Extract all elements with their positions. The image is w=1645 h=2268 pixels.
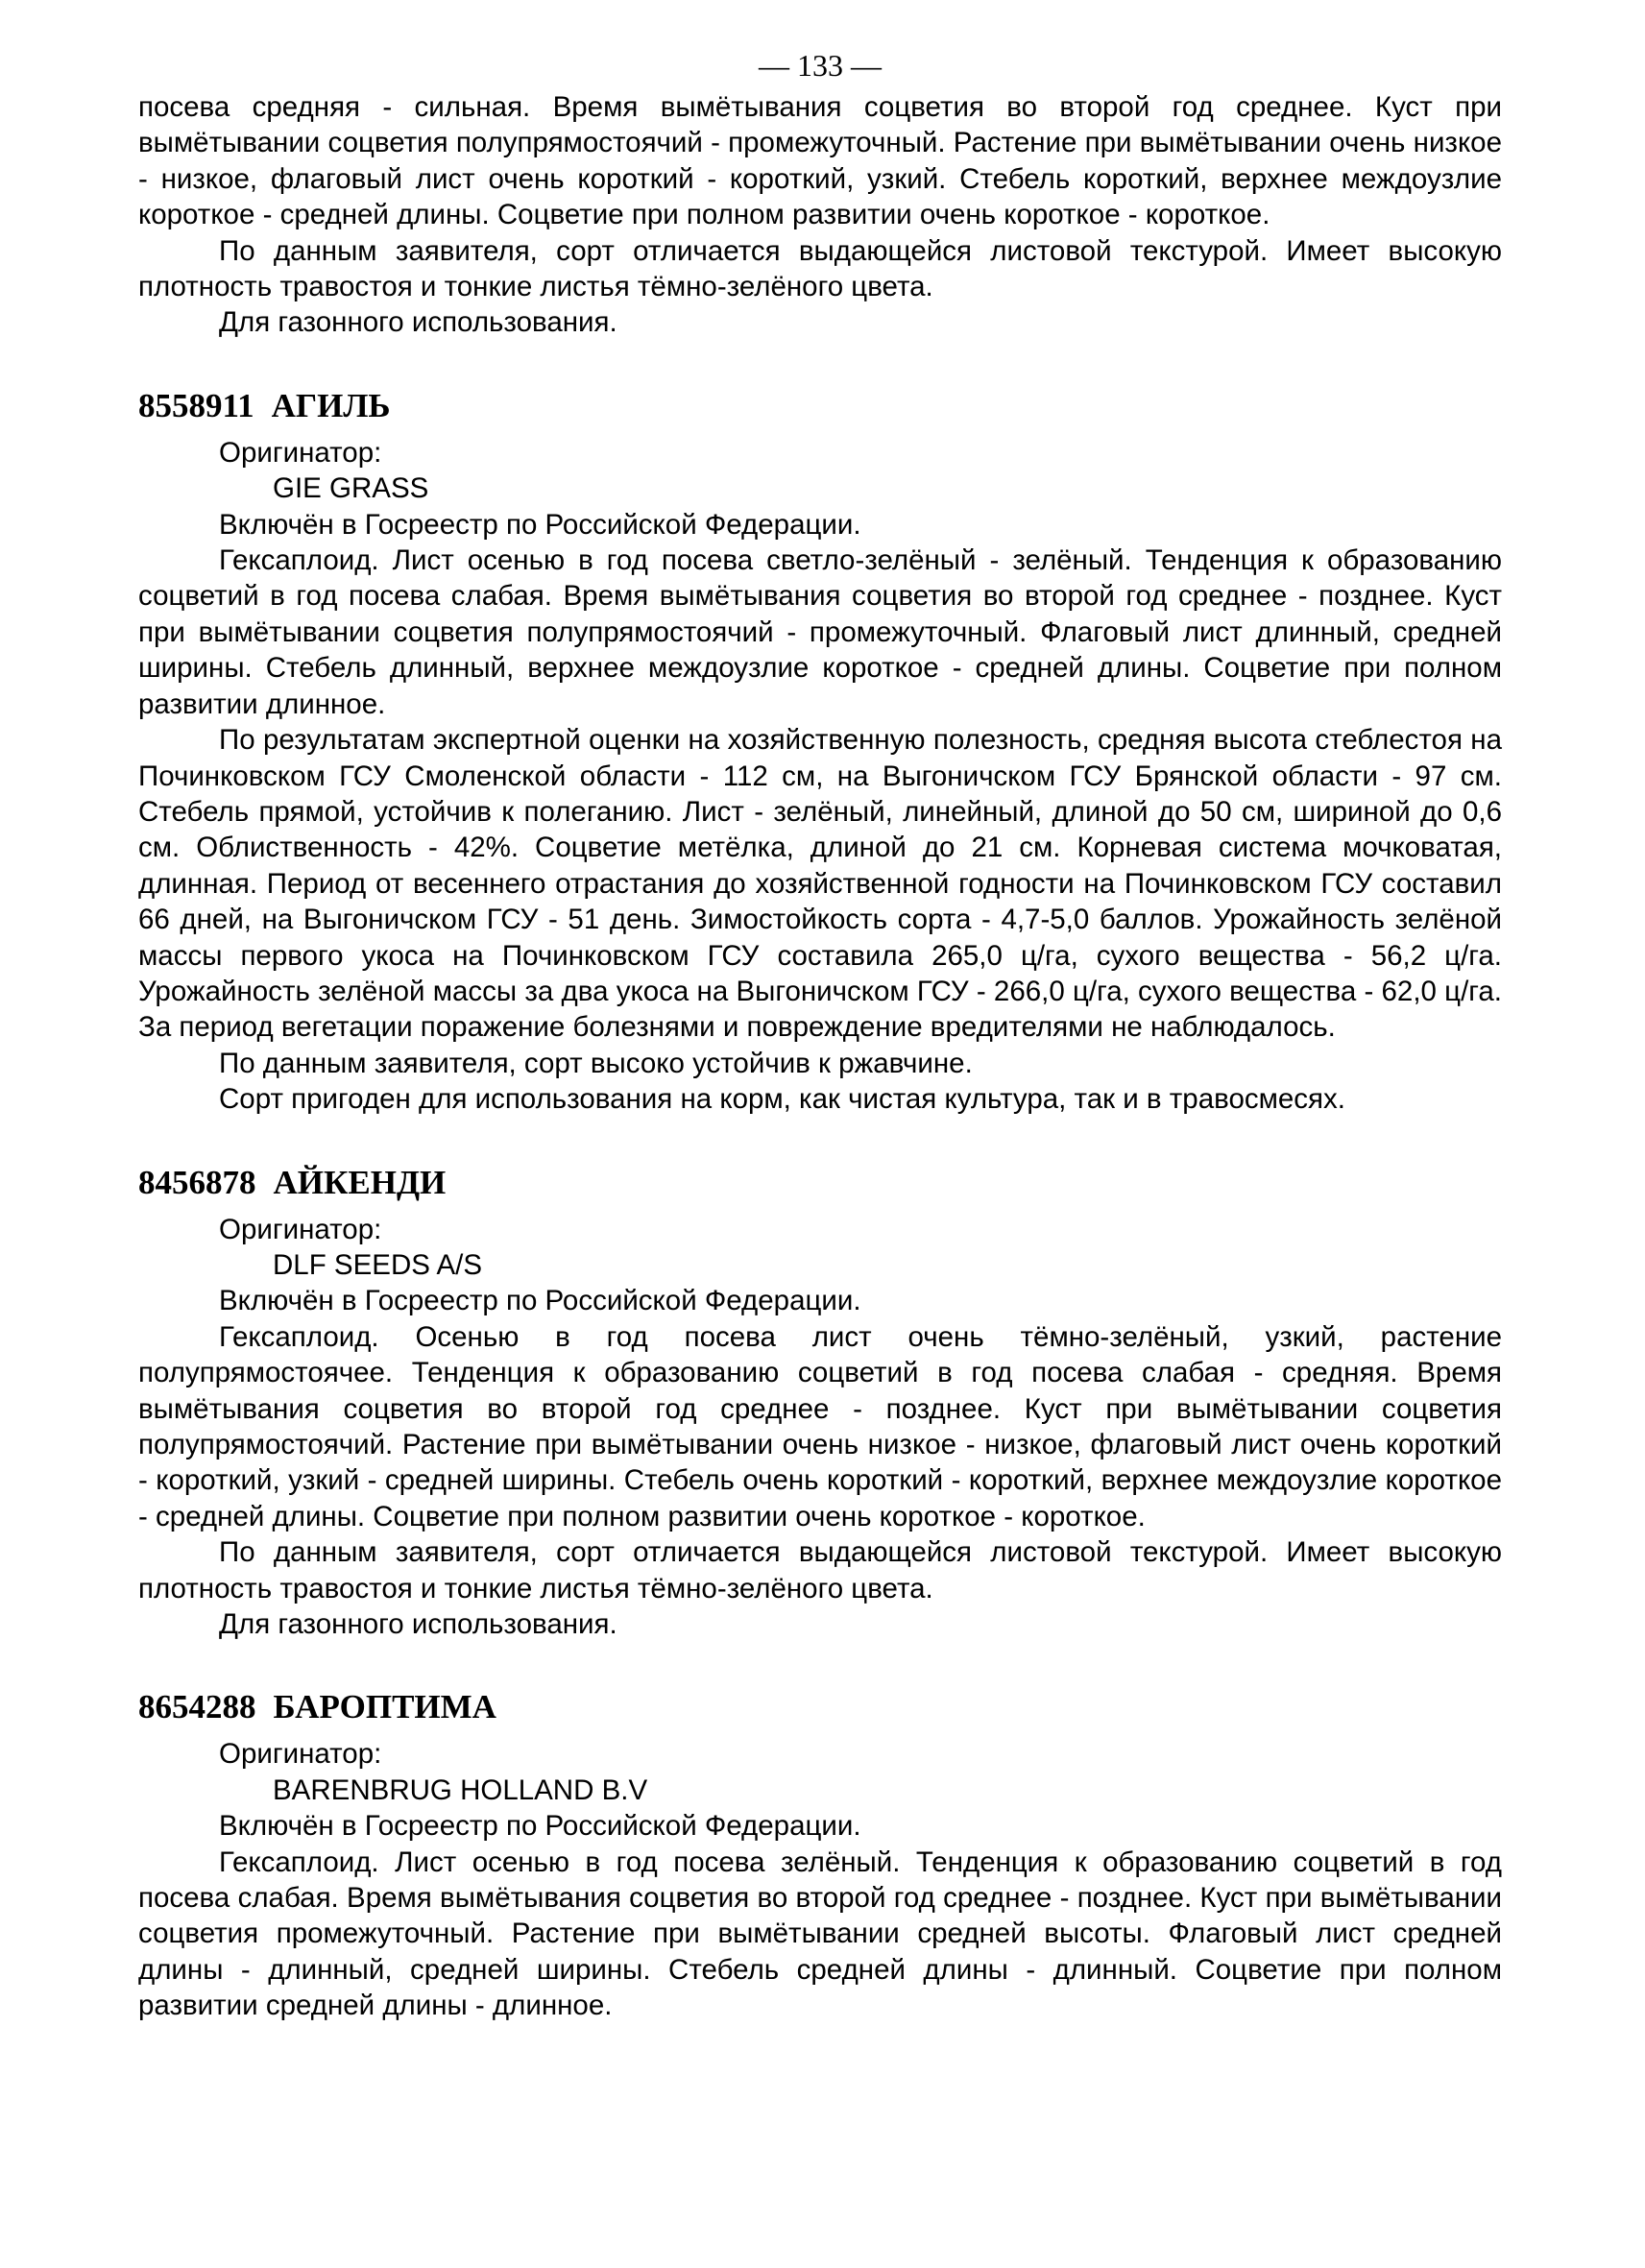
originator-name: GIE GRASS [273, 472, 429, 505]
variety-number: 8558911 [138, 386, 254, 424]
variety-description: Гексаплоид. Лист осенью в год посева зелёный. Тенденция к образованию соцветий в год посева слабая. Время вымётывания соцветия во второй год среднее - позднее. Куст при вымётывании соцветия промежуточный. Растение при вымётывании средней высоты. Флаговый лист средней длины - длинный, средней ширины. Стебель средней длины - длинный. Соцветие при полном развитии средней длины - длинное. [138, 1846, 1502, 2022]
variety-number: 8654288 [138, 1688, 256, 1726]
registry-status: Включён в Госреестр по Российской Федерации. [219, 1810, 861, 1843]
variety-name: БАРОПТИМА [273, 1688, 496, 1726]
originator-name: BARENBRUG HOLLAND B.V [273, 1773, 648, 1806]
usage-note: Для газонного использования. [219, 306, 617, 339]
registry-status: Включён в Госреестр по Российской Федерации. [219, 1285, 861, 1317]
entry-title-agil [138, 387, 1502, 425]
page-number: — 133 — [759, 48, 882, 83]
usage-note: Для газонного использования. [219, 1608, 617, 1641]
applicant-note: По данным заявителя, сорт высоко устойчив к ржавчине. [219, 1047, 973, 1079]
usage-note: Сорт пригоден для использования на корм, как чистая культура, так и в травосмесях. [219, 1083, 1345, 1116]
variety-description: Гексаплоид. Лист осенью в год посева светло-зелёный - зелёный. Тенденция к образованию соцветий в год посева слабая. Время вымётывания соцветия во второй год среднее - позднее. Куст при вымётывании соцветия полупрямостоячий - промежуточный. Флаговый лист длинный, средней ширины. Стебель длинный, верхнее междоузлие короткое - средней длины. Соцветие при полном развитии длинное. [138, 544, 1502, 720]
variety-number: 8456878 [138, 1163, 256, 1201]
applicant-note: По данным заявителя, сорт отличается выдающейся листовой текстурой. Имеет высокую плотность травостоя и тонкие листья тёмно-зелёного цвета. [138, 234, 1502, 303]
entry-title-baroptima [138, 1688, 1502, 1726]
variety-name: АЙКЕНДИ [273, 1163, 447, 1201]
variety-description: Гексаплоид. Осенью в год посева лист очень тёмно-зелёный, узкий, растение полупрямостоячее. Тенденция к образованию соцветий в год посева слабая - средняя. Время вымётывания соцветия во второй год среднее - позднее. Куст при вымётывании соцветия полупрямостоячий. Растение при вымётывании очень низкое - низкое, флаговый лист очень короткий - короткий, узкий - средней ширины. Стебель очень короткий - короткий, верхнее междоузлие короткое - средней длины. Соцветие при полном развитии очень короткое - короткое. [138, 1320, 1502, 1532]
originator-label: Оригинатор: [219, 1213, 382, 1245]
continued-paragraph: посева средняя - сильная. Время вымётывания соцветия во второй год среднее. Куст при вымётывании соцветия полупрямостоячий - промежуточный. Растение при вымётывании очень низкое - низкое, флаговый лист очень короткий - короткий, узкий. Стебель короткий, верхнее междоузлие короткое - средней длины. Соцветие при полном развитии очень короткое - короткое. [138, 91, 1502, 231]
evaluation-results: По результатам экспертной оценки на хозяйственную полезность, средняя высота стеблестоя на Починковском ГСУ Смоленской области - 112 см, на Выгоничском ГСУ Брянской области - 97 см. Стебель прямой, устойчив к полеганию. Лист - зелёный, линейный, длиной до 50 см, шириной до 0,6 см. Облиственность - 42%. Соцветие метёлка, длиной до 21 см. Корневая система мочковатая, длинная. Период от весеннего отрастания до хозяйственной годности на Починковском ГСУ составил 66 дней, на Выгоничском ГСУ - 51 день. Зимостойкость сорта - 4,7-5,0 баллов. Урожайность зелёной массы первого укоса на Починковском ГСУ составила 265,0 ц/га, сухого вещества - 56,2 ц/га. Урожайность зелёной массы за два укоса на Выгоничском ГСУ - 266,0 ц/га, сухого вещества - 62,0 ц/га. За период вегетации поражение болезнями и повреждение вредителями не наблюдалось. [138, 724, 1502, 1044]
originator-name: DLF SEEDS A/S [273, 1248, 483, 1281]
originator-label: Оригинатор: [219, 436, 382, 469]
applicant-note: По данным заявителя, сорт отличается выдающейся листовой текстурой. Имеет высокую плотность травостоя и тонкие листья тёмно-зелёного цвета. [138, 1536, 1502, 1604]
document-page [138, 46, 1502, 2024]
originator-label: Оригинатор: [219, 1738, 382, 1771]
variety-name: АГИЛЬ [271, 386, 391, 424]
entry-title-aikendi [138, 1164, 1502, 1202]
registry-status: Включён в Госреестр по Российской Федерации. [219, 508, 861, 541]
